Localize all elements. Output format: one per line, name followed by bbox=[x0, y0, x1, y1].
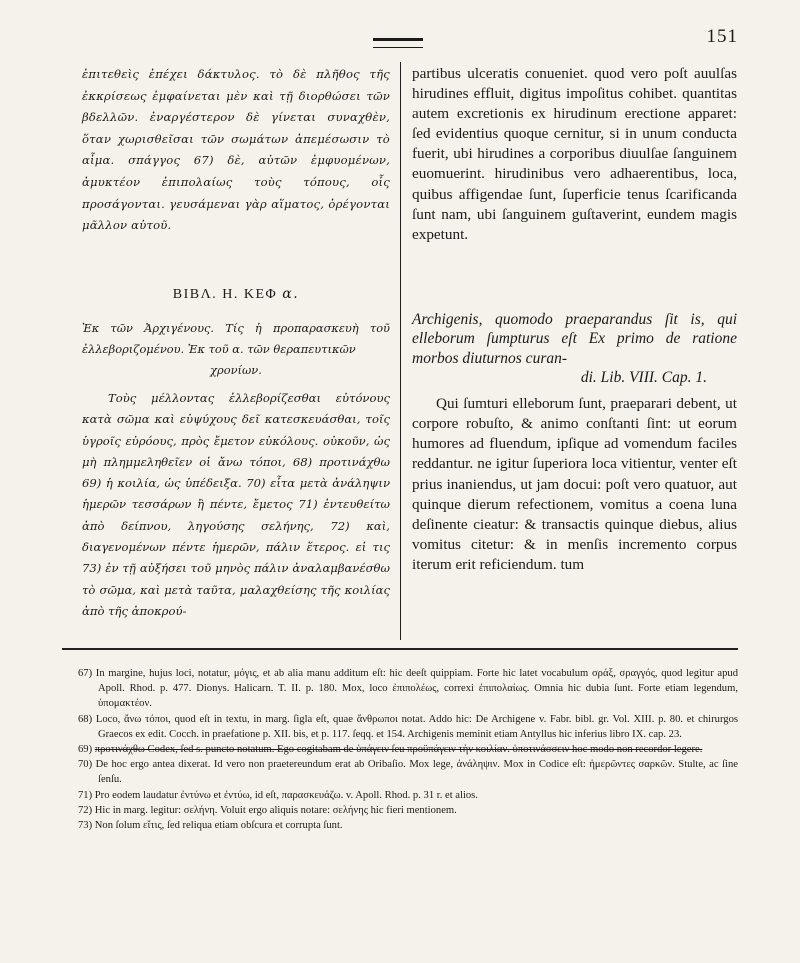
footnote-text: Pro eodem laudatur ἐντύνω et ἐντύω, id eſt, παρασκευάζω. v. Apoll. Rhod. p. 31 r. et alios. bbox=[94, 789, 478, 801]
footnote-rule bbox=[62, 648, 738, 650]
column-divider bbox=[400, 62, 401, 640]
footnote-text: In margine, hujus loci, notatur, μόγις, et ab alia manu additum eſt: hic deeſt quippiam. Forte hic latet vocabulum σράξ, σραγγός, quod legitur apud Apoll. Rhod. p. 477. Dionys. Halicarn. T. II. p. 180. Mox, loco ἐπιπολέως, correxi ἐπιπολαίως. Omnia hic dubia ſunt. Forte etiam legendum, ὑπομακτέον. bbox=[95, 668, 738, 710]
footnote-text: προτινάχθω Codex, ſed s. puncto notatum. Ego cogitabam de ὑπάγειν ſeu προϋπάγειν τὴν κοιλίαν. ὑποτινάσσειν hoc modo non recordor legere. bbox=[94, 744, 703, 756]
footnote-number: 67) bbox=[78, 668, 93, 679]
footnote-number: 70) bbox=[78, 759, 93, 771]
footnote-number: 71) bbox=[78, 789, 93, 801]
header-ornament bbox=[373, 38, 423, 48]
footnotes bbox=[78, 666, 738, 833]
footnote-text: Hic in marg. legitur: σελήνη. Voluit ergo aliquis notare: σελήνης hic fieri mentionem. bbox=[94, 804, 457, 816]
footnote-text: De hoc ergo antea dixerat. Id vero non praetereundum erat ab Oribaſio. Mox lege, ἀνάληψιν. Mox in Codice eſt: ἡμερῶντες σαρκῶν. Stulte, ac ſine ſenſu. bbox=[95, 759, 738, 786]
greek-continuation-text: ἐπιτεθεὶς ἐπέχει δάκτυλος. τὸ δὲ πλῆθος τῆς ἐκκρίσεως ἐμφαίνεται μὲν καὶ τῇ διορθώσει τῶν βδελλῶν. ἐναργέστερον δὲ γίνεται συναχθὲν, ὅταν χωρισθεῖσαι τῶν σωμάτων ἀπεμέσωσιν τὸ αἷμα. σπάγγος 67) δὲ, αὐτῶν ἐμφυομένων, ἀμυκτέον ἐπιπολαίως τοὺς τόπους, οἷς προσάγονται. γευσάμεναι γὰρ αἵματος, ὀρέγονται μᾶλλον αὐτοῦ. bbox=[82, 67, 390, 233]
footnote-67 bbox=[78, 666, 738, 712]
book-chapter-label: ΒΙΒΛ. Η. ΚΕΦ bbox=[172, 287, 278, 302]
page-number: 151 bbox=[706, 26, 738, 47]
greek-subtitle-line1: Ἐκ τῶν Ἀρχιγένους. Τίς ἡ προπαρασκευὴ τοῦ ἐλλεβοριζομένου. Ἐκ τοῦ α. τῶν θεραπευτικῶν bbox=[82, 321, 390, 356]
footnote-number: 68) bbox=[78, 713, 93, 725]
book-chapter-number: α. bbox=[282, 286, 300, 302]
latin-continuation-text: partibus ulceratis conueniet. quod vero poſt auulſas hirudines effluit, digitus impoſitus cohibet. quantitas autem excretionis ex hirudinum erectione apparet: ſed evidentius quoque cernitur, si in unum conducta fuerit, ubi hirudines a corporibus diuulſae ſanguinem euomuerint. hirudinibus vero adhaerentibus, loca, quibus affigendae ſunt, ſuperficie tenus ſcarificanda ſunt nam, ubi ſanguinem guſtaverint, eundem magis expetunt. bbox=[412, 65, 737, 243]
latin-heading-text: Archigenis, quomodo praeparandus ſit is, qui elleborum ſumpturus eſt Ex primo de ratione morbos diuturnos curan- bbox=[412, 311, 737, 367]
footnote-73 bbox=[78, 818, 738, 833]
book-chapter-title bbox=[82, 286, 390, 303]
greek-continuation bbox=[82, 64, 390, 237]
footnote-72 bbox=[78, 803, 738, 818]
latin-chapter-body: Qui ſumturi elleborum ſunt, praeparari debent, ut corpore robuſto, & animo conſtanti ſint: ut eorum humores ad fluendum, ipſique ad vomendum faciles reddantur. ne igitur ſuperiora loca vitientur, venter eſt prius inaniendus, ut jam docui: poſt vero quatuor, aut quinque dierum refectionem, vomitus a coena luna deſinente cieatur: & transactis quinque diebus, alius vomitus citetur: & in menſis incremento corpus iterum erit reficiendum. tum bbox=[412, 395, 737, 573]
latin-chapter-heading bbox=[412, 310, 737, 387]
footnote-text: Loco, ἄνω τόποι, quod eſt in textu, in marg. ſigla eſt, quae ἄνθρωποι notat. Addo hic: De Archigene v. Fabr. bibl. gr. Vol. XIII. p. 80. et chirurgos Graecos ex edit. Cocch. in praefatione p. XII. bis, et p. 117. ſeqq. et 154. Archigenis meminit etiam Antyllus hic inferius libro IX. cap. 23. bbox=[95, 713, 739, 740]
footnote-text: Non ſolum εἴτις, ſed reliqua etiam obſcura et corrupta ſunt. bbox=[94, 820, 343, 832]
footnote-68 bbox=[78, 712, 738, 742]
greek-chapter-body: Τοὺς μέλλοντας ἐλλεβορίζεσθαι εὐτόνους κατὰ σῶμα καὶ εὐψύχους δεῖ κατεσκευάσθαι, τοῖς ὑγροῖς εὐρόους, πρὸς ἔμετον εὐκόλους. οὐκοῦν, ὡς μὴ πλημμεληθεῖεν οἱ ἄνω τόποι, 68) προτινάχθω 69) ἡ κοιλία, ὡς ὑπέδειξα. 70) εἶτα μετὰ ἀνάληψιν ἡμερῶν τεσσάρων ἢ πέντε, ἔμετος 71) ἐντευθείτω ἀπὸ δείπνου, ληγούσης σελήνης, 72) καὶ, διαγενομένων πέντε ἡμερῶν, πάλιν ἕτερος. εἰ τις 73) ἐν τῇ αὐξήσει τοῦ μηνὸς πάλιν ἀναλαμβανέσθω τὸ σῶμα, καὶ μετὰ ταῦτα, μαλαχθείσης τῆς κοιλίας ἀπὸ τῆς ἀποκρού- bbox=[82, 391, 390, 618]
footnote-number: 69) bbox=[78, 744, 93, 756]
latin-column bbox=[412, 64, 737, 575]
footnote-number: 73) bbox=[78, 820, 93, 832]
footnote-number: 72) bbox=[78, 804, 93, 816]
footnote-69 bbox=[78, 742, 738, 757]
footnote-70 bbox=[78, 757, 738, 787]
footnote-71 bbox=[78, 788, 738, 803]
greek-subtitle-line2: χρονίων. bbox=[210, 363, 262, 377]
greek-subtitle bbox=[82, 318, 390, 381]
latin-heading-last-line: di. Lib. VIII. Cap. 1. bbox=[580, 368, 707, 386]
